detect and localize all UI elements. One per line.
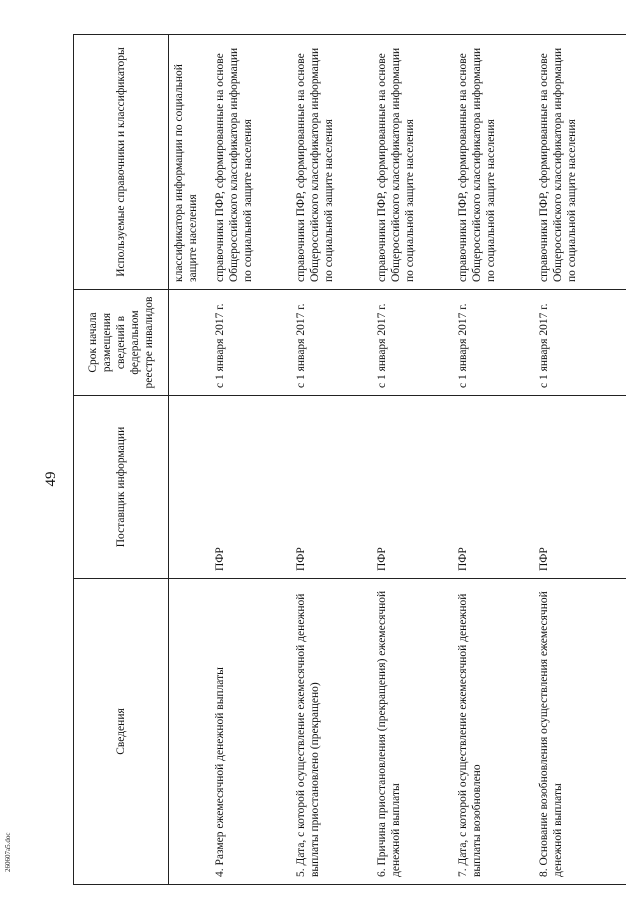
cell-date: с 1 января 2017 г.	[205, 290, 286, 396]
header-refs: Используемые справочники и классификаторы	[74, 35, 169, 290]
cell-date	[169, 290, 206, 396]
cell-info: 5. Дата, с которой осуществление ежемесячной денежной выплаты приостановлено (прекращено)	[286, 579, 367, 885]
table-row	[448, 35, 529, 885]
cell-provider	[169, 396, 206, 579]
cell-date: с 1 января 2017 г.	[367, 290, 448, 396]
cell-provider: ПФР	[448, 396, 529, 579]
cell-info	[169, 579, 206, 885]
cell-refs: справочники ПФР, сформированные на основе Общероссийского классификатора информации по социальной защите населения	[529, 35, 626, 290]
cell-refs: справочники ПФР, сформированные на основе Общероссийского классификатора информации по социальной защите населения	[448, 35, 529, 290]
header-provider: Поставщик информации	[74, 396, 169, 579]
table-row-continuation	[169, 35, 206, 885]
page-number: 49	[43, 471, 59, 487]
data-table	[73, 34, 626, 885]
cell-info: 7. Дата, с которой осуществление ежемесячной денежной выплаты возобновлено	[448, 579, 529, 885]
cell-date: с 1 января 2017 г.	[529, 290, 626, 396]
cell-info: 4. Размер ежемесячной денежной выплаты	[205, 579, 286, 885]
cell-refs: справочники ПФР, сформированные на основе Общероссийского классификатора информации по социальной защите населения	[205, 35, 286, 290]
table-row	[529, 35, 626, 885]
rotated-page	[37, 35, 599, 885]
document-code: 260607a5.doc	[4, 832, 12, 872]
cell-provider: ПФР	[205, 396, 286, 579]
cell-date: с 1 января 2017 г.	[286, 290, 367, 396]
table-header-row	[74, 35, 169, 885]
cell-provider: ПФР	[529, 396, 626, 579]
cell-refs: справочники ПФР, сформированные на основе Общероссийского классификатора информации по социальной защите населения	[286, 35, 367, 290]
cell-refs: справочники ПФР, сформированные на основе Общероссийского классификатора информации по социальной защите населения	[367, 35, 448, 290]
header-info: Сведения	[74, 579, 169, 885]
cell-info: 8. Основание возобновления осуществления ежемесячной денежной выплаты	[529, 579, 626, 885]
cell-provider: ПФР	[367, 396, 448, 579]
cell-refs: классификатора информации по социальной защите населения	[169, 35, 206, 290]
table-row	[367, 35, 448, 885]
cell-date: с 1 января 2017 г.	[448, 290, 529, 396]
table-row	[286, 35, 367, 885]
cell-provider: ПФР	[286, 396, 367, 579]
cell-info: 6. Причина приостановления (прекращения) ежемесячной денежной выплаты	[367, 579, 448, 885]
table-row	[205, 35, 286, 885]
header-date: Срок начала размещения сведений в федеральном реестре инвалидов	[74, 290, 169, 396]
